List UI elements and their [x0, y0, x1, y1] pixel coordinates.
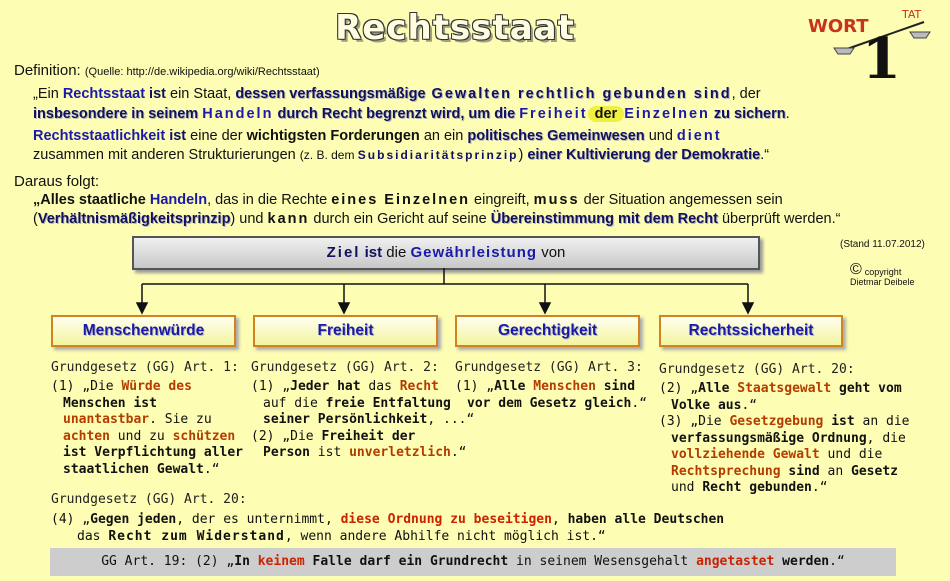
logo-one: 1 — [862, 26, 901, 85]
definition-line-3: Rechtsstaatlichkeit ist eine der wichtigsten Forderungen an ein politisches Gemeinwesen und dient — [33, 128, 722, 144]
definition-line-2: insbesondere in seinem Handeln durch Recht begrenzt wird, um die Freiheit der Einzelnen zu sichern. — [33, 106, 790, 122]
folgt-line-1: „Alles staatliche Handeln, das in die Rechte eines Einzelnen eingreift, muss der Situation angemessen sein — [33, 192, 783, 208]
copyright-icon: © — [850, 261, 862, 278]
art20-abs4-line2: das Recht zum Widerstand, wenn andere Abhilfe nicht möglich ist.“ — [77, 529, 606, 544]
logo-tat: TAT — [902, 8, 922, 21]
header-menschenwuerde: Menschenwürde — [51, 315, 236, 347]
definition-label: Definition: — [14, 62, 81, 79]
col-freiheit-text: (1) „Jeder hat das Recht auf die freie Entfaltung seiner Persönlichkeit, ...“ (2) „Die Freiheit der Person ist unverletzlich.“ — [251, 379, 475, 460]
col-rechtssicherheit-text: (2) „Alle Staatsgewalt geht vom Volke aus.“ (3) „Die Gesetzgebung ist an die verfassungsmäßige Ordnung, die vollziehende Gewalt und die Rechtsprechung sind an Gesetz und Recht gebunden.“ — [659, 381, 910, 495]
folgt-label: Daraus folgt: — [14, 173, 100, 190]
ziel-box: Ziel ist die Gewährleistung von — [132, 236, 760, 270]
header-gerechtigkeit: Gerechtigkeit — [455, 315, 640, 347]
stand-date: (Stand 11.07.2012) — [840, 239, 925, 250]
gg-art20-bottom: Grundgesetz (GG) Art. 20: — [51, 492, 247, 507]
definition-source: (Quelle: http://de.wikipedia.org/wiki/Rechtsstaat) — [84, 66, 320, 78]
definition-line-4: zusammen mit anderen Strukturierungen (z. B. dem Subsidiaritätsprinzip) einer Kultivierung der Demokratie.“ — [33, 147, 770, 163]
copyright-notice: © copyright Dietmar Deibele — [850, 261, 915, 287]
col-gerechtigkeit-text: (1) „Alle Menschen sind vor dem Gesetz gleich.“ — [455, 379, 648, 411]
art20-abs4-line1: (4) „Gegen jeden, der es unternimmt, diese Ordnung zu beseitigen, haben alle Deutschen — [51, 512, 725, 527]
definition-line-1: „Ein Rechtsstaat ist ein Staat, dessen verfassungsmäßige Gewalten rechtlich gebunden sind, der — [33, 86, 761, 102]
gg-art1: Grundgesetz (GG) Art. 1: — [51, 360, 239, 375]
col-menschenwuerde-text: (1) „Die Würde des Menschen ist unantastbar. Sie zu achten und zu schützen ist Verpflichtung aller staatlichen Gewalt.“ — [51, 379, 244, 477]
art19-banner: GG Art. 19: (2) „In keinem Falle darf ein Grundrecht in seinem Wesensgehalt angetastet werden.“ — [50, 548, 896, 576]
page-title: Rechtsstaat — [335, 8, 575, 48]
gg-art2: Grundgesetz (GG) Art. 2: — [251, 360, 439, 375]
logo-wort: WORT — [808, 16, 869, 37]
header-rechtssicherheit: Rechtssicherheit — [659, 315, 843, 347]
gg-art3: Grundgesetz (GG) Art. 3: — [455, 360, 643, 375]
folgt-line-2: (Verhältnismäßigkeitsprinzip) und kann durch ein Gericht auf seine Übereinstimmung mit dem Recht überprüft werden.“ — [33, 211, 841, 227]
gg-art20-col: Grundgesetz (GG) Art. 20: — [659, 362, 855, 377]
header-freiheit: Freiheit — [253, 315, 438, 347]
